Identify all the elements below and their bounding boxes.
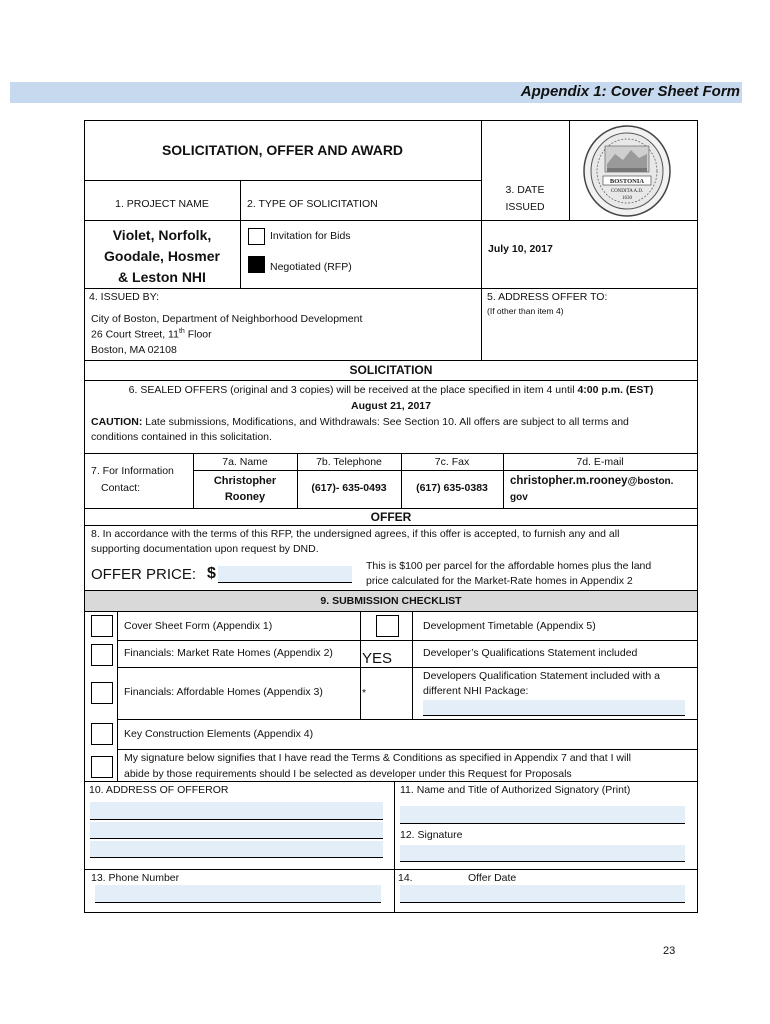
asterisk-mark: * xyxy=(362,687,367,699)
nhi-package-underline xyxy=(423,715,685,716)
contact-fax-label: 7c. Fax xyxy=(434,456,470,468)
negotiated-rfp-label: Negotiated (RFP) xyxy=(270,261,352,273)
contact-name-line-2: Rooney xyxy=(224,491,266,503)
issued-by-floor: Floor xyxy=(184,328,212,341)
offeror-address-line-3-underline xyxy=(90,857,383,858)
offeror-address-label: 10. ADDRESS OF OFFEROR xyxy=(89,784,229,796)
caution-text-line-2: conditions contained in this solicitation. xyxy=(91,431,272,443)
contact-email-label: 7d. E-mail xyxy=(576,456,624,468)
offer-price-note-line-2: price calculated for the Market-Rate homes in Appendix 2 xyxy=(366,575,633,587)
phone-label: 13. Phone Number xyxy=(91,872,180,884)
form-title: SOLICITATION, OFFER AND AWARD xyxy=(161,142,404,158)
checklist-cover-sheet-checkbox[interactable] xyxy=(91,615,113,637)
date-issued-label-1: 3. DATE xyxy=(505,184,545,196)
offer-price-note-line-1: This is $100 per parcel for the affordable homes plus the land xyxy=(366,560,652,572)
checklist-item-timetable: Development Timetable (Appendix 5) xyxy=(423,620,596,632)
contact-email-line-2: gov xyxy=(510,492,528,503)
checklist-item-affordable: Financials: Affordable Homes (Appendix 3) xyxy=(124,686,323,698)
checklist-construction-checkbox[interactable] xyxy=(91,723,113,745)
signature-input[interactable] xyxy=(400,845,685,861)
offer-date-input[interactable] xyxy=(400,885,685,902)
contact-fax-value: (617) 635-0383 xyxy=(416,482,488,494)
signature-label: 12. Signature xyxy=(400,829,463,841)
offer-price-label: OFFER PRICE: xyxy=(91,566,197,583)
offer-text-line-2: supporting documentation upon request by DND. xyxy=(91,543,319,555)
phone-underline xyxy=(95,902,381,903)
sealed-offers-time: 4:00 p.m. (EST) xyxy=(577,384,654,396)
phone-input[interactable] xyxy=(95,885,381,902)
offer-price-underline xyxy=(218,582,352,583)
checklist-item-qualifications-nhi-1: Developers Qualification Statement included with a xyxy=(423,670,660,682)
offer-date-label: Offer Date xyxy=(468,872,517,884)
caution-text xyxy=(91,416,693,428)
project-name-line-2: Goodale, Hosmer xyxy=(104,248,220,264)
contact-phone-label: 7b. Telephone xyxy=(316,456,382,468)
project-name-label: 1. PROJECT NAME xyxy=(115,198,209,210)
project-name-value xyxy=(84,225,240,288)
sealed-offers-body: 6. SEALED OFFERS (original and 3 copies) will be received at the place specified in item 4 until xyxy=(128,384,575,396)
checklist-item-qualifications-nhi-2: different NHI Package: xyxy=(423,685,529,697)
checklist-timetable-checkbox[interactable] xyxy=(376,615,399,637)
caution-label: CAUTION: xyxy=(91,416,143,428)
issued-by-line-3: Boston, MA 02108 xyxy=(91,344,177,356)
offer-heading: OFFER xyxy=(370,510,412,524)
address-offer-note: (If other than item 4) xyxy=(487,306,564,316)
offer-date-number: 14. xyxy=(398,872,413,884)
issued-by-street: 26 Court Street, 11 xyxy=(91,328,179,341)
checklist-item-cover-sheet: Cover Sheet Form (Appendix 1) xyxy=(124,620,273,632)
contact-name-label: 7a. Name xyxy=(222,456,268,468)
solicitation-heading: SOLICITATION xyxy=(349,363,433,377)
invitation-for-bids-checkbox[interactable] xyxy=(248,228,265,245)
sealed-offers-text xyxy=(91,384,691,396)
offeror-address-line-2-input[interactable] xyxy=(90,822,383,838)
checklist-affordable-checkbox[interactable] xyxy=(91,682,113,704)
issued-by-sup: th xyxy=(178,328,185,335)
issued-by-label: 4. ISSUED BY: xyxy=(89,291,160,303)
issued-by-line-2 xyxy=(91,328,212,341)
checklist-item-qualifications: Developer’s Qualifications Statement included xyxy=(423,647,638,659)
page-title: Appendix 1: Cover Sheet Form xyxy=(520,83,740,100)
project-name-line-3: & Leston NHI xyxy=(118,269,206,285)
page-number: 23 xyxy=(663,945,676,957)
issued-by-line-1: City of Boston, Department of Neighborhood Development xyxy=(91,313,363,325)
solicitation-type-label: 2. TYPE OF SOLICITATION xyxy=(247,198,378,210)
checklist-item-market-rate: Financials: Market Rate Homes (Appendix 2) xyxy=(124,647,333,659)
city-seal-logo xyxy=(583,124,671,221)
negotiated-rfp-checkbox[interactable] xyxy=(248,256,265,273)
caution-body: Late submissions, Modifications, and Withdrawals: See Section 10. All offers are subject to all terms and xyxy=(142,416,629,428)
signature-underline xyxy=(400,861,685,862)
checklist-heading: 9. SUBMISSION CHECKLIST xyxy=(320,595,462,607)
seal-text-mid: CONDITA A.D. xyxy=(610,189,644,194)
info-contact-label-1: 7. For Information xyxy=(91,465,174,477)
signatory-underline xyxy=(400,823,685,824)
seal-text-year: 1630 xyxy=(622,196,632,201)
contact-name-value xyxy=(193,473,297,505)
offeror-address-line-2-underline xyxy=(90,838,383,839)
offer-price-input[interactable] xyxy=(218,566,352,582)
checklist-item-construction: Key Construction Elements (Appendix 4) xyxy=(124,728,314,740)
nhi-package-input[interactable] xyxy=(423,700,685,715)
signatory-input[interactable] xyxy=(400,806,685,823)
signature-statement-line-1: My signature below signifies that I have read the Terms & Conditions as specified in Appendix 7 and that I will xyxy=(124,752,632,764)
contact-name-line-1: Christopher xyxy=(213,475,277,487)
offer-price-symbol: $ xyxy=(207,565,216,582)
sealed-offers-date: August 21, 2017 xyxy=(351,400,431,412)
contact-phone-value: (617)- 635-0493 xyxy=(311,482,387,494)
signature-statement-line-2: abide by those requirements should I be selected as developer under this Request for Proposals xyxy=(124,768,572,780)
offeror-address-line-1-input[interactable] xyxy=(90,802,383,819)
seal-text-top: BOSTONIA xyxy=(609,178,645,185)
contact-email-value[interactable] xyxy=(510,473,673,506)
address-offer-label: 5. ADDRESS OFFER TO: xyxy=(487,291,608,303)
contact-email-domain: @boston. xyxy=(627,476,674,487)
invitation-for-bids-label: Invitation for Bids xyxy=(270,230,351,242)
offer-text-line-1: 8. In accordance with the terms of this RFP, the undersigned agrees, if this offer is accepted, to furnish any and all xyxy=(91,528,620,540)
contact-email-user: christopher.m.rooney xyxy=(510,475,628,487)
offer-date-underline xyxy=(400,902,685,903)
offeror-address-line-3-input[interactable] xyxy=(90,841,383,857)
signatory-label: 11. Name and Title of Authorized Signatory (Print) xyxy=(400,784,631,796)
date-issued-label-2: ISSUED xyxy=(505,201,545,213)
date-issued-value: July 10, 2017 xyxy=(488,243,553,255)
yes-label: YES xyxy=(362,650,393,667)
offeror-address-line-1-underline xyxy=(90,819,383,820)
checklist-signature-checkbox[interactable] xyxy=(91,756,113,778)
project-name-line-1: Violet, Norfolk, xyxy=(112,227,212,243)
info-contact-label-2: Contact: xyxy=(101,482,141,494)
checklist-market-rate-checkbox[interactable] xyxy=(91,644,113,666)
